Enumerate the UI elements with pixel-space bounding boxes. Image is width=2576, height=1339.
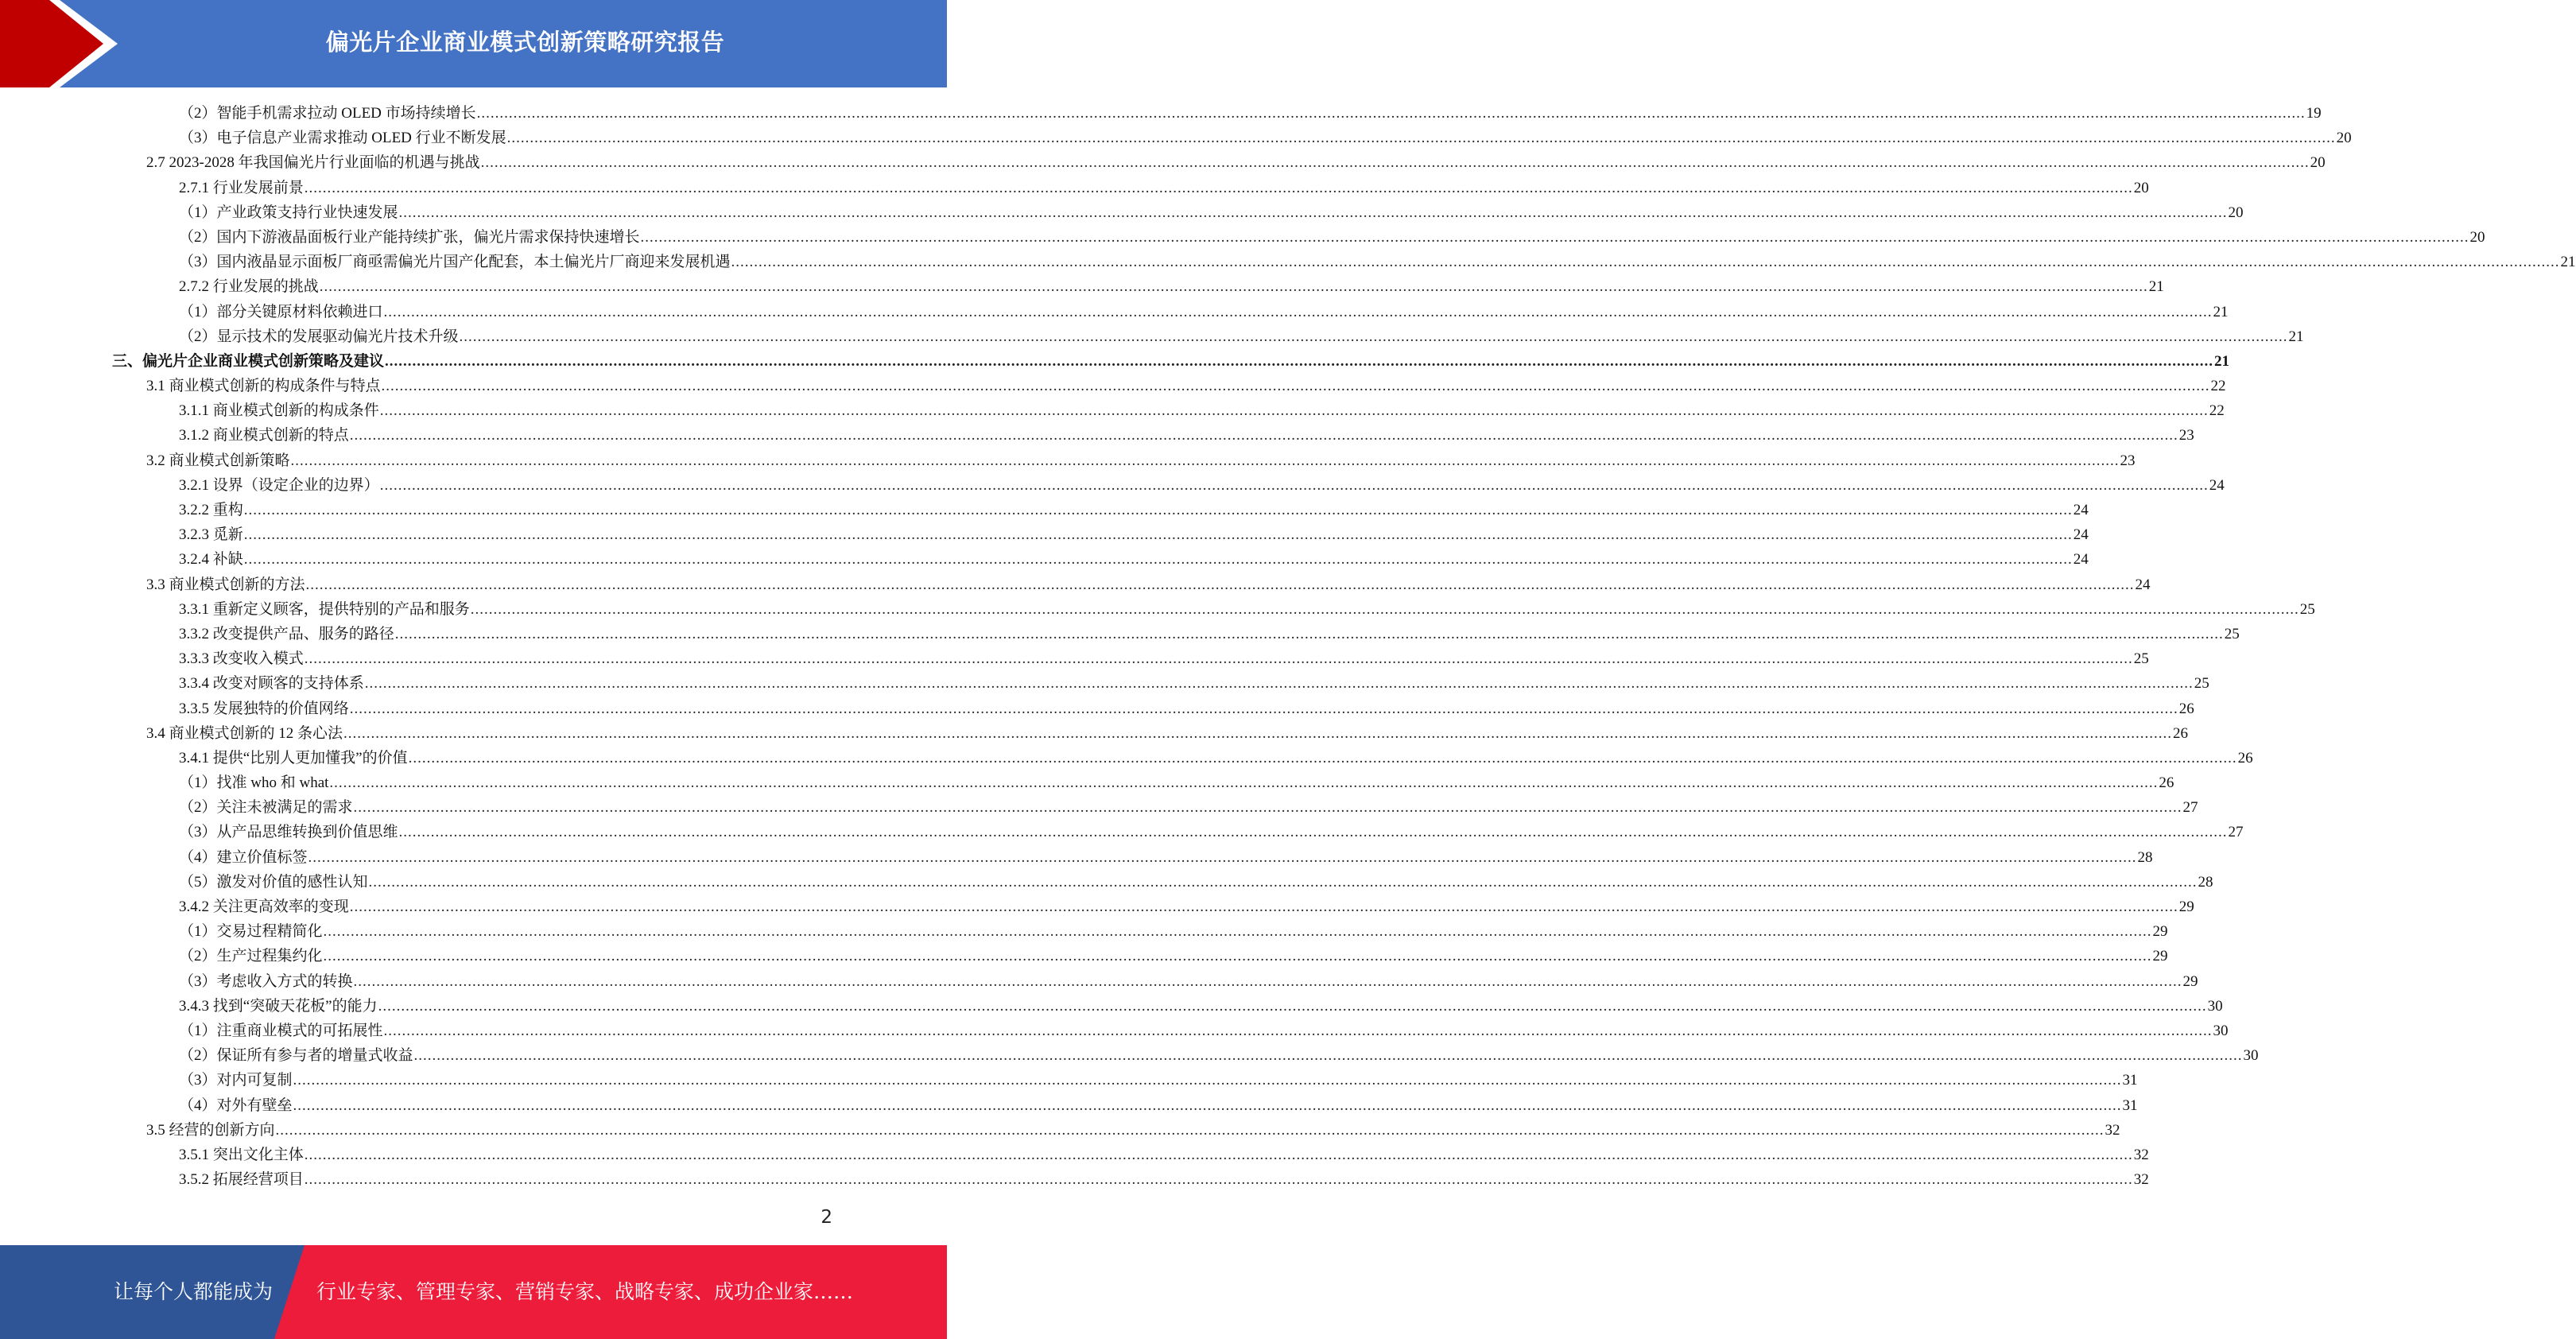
toc-entry[interactable] bbox=[0, 473, 2225, 498]
toc-entry-page: 30 bbox=[2207, 997, 2223, 1015]
toc-entry-page: 21 bbox=[2148, 278, 2164, 296]
toc-dot-leader: ................................................................................................................................................................................................................................................................................................................................................................................................................ bbox=[293, 1072, 2122, 1089]
toc-entry-label: 3.3 商业模式创新的方法 bbox=[146, 576, 305, 593]
toc-dot-leader: ................................................................................................................................................................................................................................................................................................................................................................................................................ bbox=[305, 576, 2135, 593]
toc-dot-leader: ................................................................................................................................................................................................................................................................................................................................................................................................................ bbox=[480, 154, 2310, 172]
toc-entry[interactable] bbox=[0, 1068, 2138, 1093]
toc-entry-page: 32 bbox=[2105, 1121, 2120, 1139]
toc-entry-label: 3.2 商业模式创新策略 bbox=[146, 452, 290, 469]
toc-dot-leader: ................................................................................................................................................................................................................................................................................................................................................................................................................ bbox=[398, 204, 2228, 221]
toc-entry[interactable] bbox=[0, 646, 2149, 671]
page-header bbox=[0, 0, 947, 87]
toc-entry[interactable] bbox=[0, 845, 2153, 870]
toc-entry-page: 30 bbox=[2213, 1022, 2229, 1039]
toc-entry[interactable] bbox=[0, 1143, 2149, 1167]
toc-dot-leader: ................................................................................................................................................................................................................................................................................................................................................................................................................ bbox=[304, 1146, 2133, 1163]
toc-entry-page: 28 bbox=[2198, 873, 2213, 891]
toc-entry-label: （3）考虑收入方式的转换 bbox=[179, 972, 353, 990]
toc-entry-page: 20 bbox=[2310, 154, 2326, 172]
toc-entry-page: 31 bbox=[2122, 1072, 2138, 1089]
toc-entry[interactable] bbox=[0, 150, 2326, 175]
toc-dot-leader: ................................................................................................................................................................................................................................................................................................................................................................................................................ bbox=[640, 228, 2469, 246]
toc-entry-page: 25 bbox=[2224, 625, 2240, 642]
table-of-contents bbox=[0, 101, 2576, 1192]
toc-entry[interactable] bbox=[0, 274, 2164, 299]
toc-entry[interactable] bbox=[0, 746, 2253, 770]
toc-entry-page: 24 bbox=[2073, 526, 2089, 544]
footer-slogan-right: 行业专家、管理专家、营销专家、战略专家、成功企业家…… bbox=[316, 1280, 854, 1303]
toc-entry-page: 26 bbox=[2159, 774, 2174, 792]
toc-dot-leader: ................................................................................................................................................................................................................................................................................................................................................................................................................ bbox=[381, 378, 2210, 395]
toc-entry-page: 23 bbox=[2120, 452, 2136, 469]
toc-entry[interactable] bbox=[0, 176, 2149, 200]
toc-entry[interactable] bbox=[0, 126, 2352, 150]
toc-entry[interactable] bbox=[0, 919, 2168, 944]
toc-dot-leader: ................................................................................................................................................................................................................................................................................................................................................................................................................ bbox=[304, 650, 2133, 668]
toc-dot-leader: ................................................................................................................................................................................................................................................................................................................................................................................................................ bbox=[413, 1047, 2243, 1065]
toc-entry[interactable] bbox=[0, 870, 2213, 895]
toc-dot-leader: ................................................................................................................................................................................................................................................................................................................................................................................................................ bbox=[364, 675, 2194, 693]
toc-entry-label: 3.3.5 发展独特的价值网络 bbox=[179, 700, 349, 717]
toc-dot-leader: ................................................................................................................................................................................................................................................................................................................................................................................................................ bbox=[293, 1096, 2122, 1114]
toc-entry[interactable] bbox=[0, 1167, 2149, 1192]
toc-entry-label: 3.2.4 补缺 bbox=[179, 551, 243, 569]
report-title: 偏光片企业商业模式创新策略研究报告 bbox=[325, 28, 725, 56]
toc-entry-label: 3.1.2 商业模式创新的特点 bbox=[179, 427, 349, 444]
toc-entry-label: （3）国内液晶显示面板厂商亟需偏光片国产化配套，本土偏光片厂商迎来发展机遇 bbox=[179, 254, 731, 271]
toc-entry-label: 3.3.1 重新定义顾客，提供特别的产品和服务 bbox=[179, 600, 470, 618]
toc-entry-page: 21 bbox=[2560, 254, 2576, 271]
toc-entry[interactable] bbox=[0, 225, 2485, 250]
toc-entry-page: 29 bbox=[2152, 923, 2168, 941]
toc-entry-page: 19 bbox=[2306, 105, 2322, 122]
toc-dot-leader: ................................................................................................................................................................................................................................................................................................................................................................................................................ bbox=[243, 526, 2073, 544]
toc-entry[interactable] bbox=[0, 324, 2304, 349]
toc-dot-leader: ................................................................................................................................................................................................................................................................................................................................................................................................................ bbox=[379, 402, 2209, 420]
toc-dot-leader: ................................................................................................................................................................................................................................................................................................................................................................................................................ bbox=[459, 328, 2288, 345]
toc-entry[interactable] bbox=[0, 697, 2194, 721]
toc-entry-label: （1）产业政策支持行业快速发展 bbox=[179, 204, 398, 221]
toc-dot-leader: ................................................................................................................................................................................................................................................................................................................................................................................................................ bbox=[353, 972, 2182, 990]
page-number: 2 bbox=[821, 1207, 832, 1228]
toc-entry-page: 21 bbox=[2288, 328, 2304, 345]
toc-entry[interactable] bbox=[0, 820, 2244, 844]
toc-dot-leader: ................................................................................................................................................................................................................................................................................................................................................................................................................ bbox=[506, 130, 2336, 147]
toc-entry[interactable] bbox=[0, 1043, 2259, 1068]
toc-dot-leader: ................................................................................................................................................................................................................................................................................................................................................................................................................ bbox=[329, 774, 2159, 792]
toc-dot-leader: ................................................................................................................................................................................................................................................................................................................................................................................................................ bbox=[349, 898, 2178, 915]
toc-dot-leader: ................................................................................................................................................................................................................................................................................................................................................................................................................ bbox=[349, 427, 2178, 444]
toc-entry-label: 三、偏光片企业商业模式创新策略及建议 bbox=[112, 352, 385, 370]
toc-dot-leader: ................................................................................................................................................................................................................................................................................................................................................................................................................ bbox=[243, 502, 2073, 518]
toc-entry-label: （3）从产品思维转换到价值思维 bbox=[179, 824, 398, 841]
toc-entry[interactable] bbox=[0, 200, 2244, 225]
toc-entry-label: 3.5 经营的创新方向 bbox=[146, 1121, 275, 1139]
toc-dot-leader: ................................................................................................................................................................................................................................................................................................................................................................................................................ bbox=[343, 724, 2173, 742]
toc-entry-page: 21 bbox=[2214, 352, 2230, 370]
toc-dot-leader: ................................................................................................................................................................................................................................................................................................................................................................................................................ bbox=[275, 1121, 2105, 1139]
toc-entry-label: （5）激发对价值的感性认知 bbox=[179, 873, 368, 891]
toc-dot-leader: ................................................................................................................................................................................................................................................................................................................................................................................................................ bbox=[319, 278, 2148, 296]
toc-entry-label: （2）生产过程集约化 bbox=[179, 948, 323, 965]
toc-entry-label: 3.2.2 重构 bbox=[179, 502, 243, 518]
page-footer bbox=[0, 1245, 947, 1339]
toc-entry[interactable] bbox=[0, 895, 2194, 919]
toc-entry-label: （3）对内可复制 bbox=[179, 1072, 293, 1089]
toc-dot-leader: ................................................................................................................................................................................................................................................................................................................................................................................................................ bbox=[243, 551, 2073, 569]
toc-dot-leader: ................................................................................................................................................................................................................................................................................................................................................................................................................ bbox=[385, 352, 2214, 370]
toc-dot-leader: ................................................................................................................................................................................................................................................................................................................................................................................................................ bbox=[731, 254, 2560, 271]
toc-entry[interactable] bbox=[0, 250, 2576, 274]
toc-entry[interactable] bbox=[0, 572, 2151, 597]
toc-entry[interactable] bbox=[0, 770, 2174, 795]
toc-entry[interactable] bbox=[0, 423, 2194, 448]
toc-entry[interactable] bbox=[0, 1118, 2120, 1143]
toc-dot-leader: ................................................................................................................................................................................................................................................................................................................................................................................................................ bbox=[476, 105, 2306, 122]
toc-dot-leader: ................................................................................................................................................................................................................................................................................................................................................................................................................ bbox=[470, 600, 2299, 618]
toc-entry-page: 20 bbox=[2469, 228, 2485, 246]
toc-entry-label: （2）关注未被满足的需求 bbox=[179, 799, 353, 817]
toc-entry[interactable] bbox=[0, 349, 2230, 374]
toc-entry-page: 28 bbox=[2137, 848, 2153, 866]
toc-dot-leader: ................................................................................................................................................................................................................................................................................................................................................................................................................ bbox=[394, 625, 2224, 642]
toc-entry[interactable] bbox=[0, 597, 2315, 622]
toc-entry-page: 25 bbox=[2299, 600, 2315, 618]
toc-entry-label: 3.4 商业模式创新的 12 条心法 bbox=[146, 724, 343, 742]
toc-entry-label: 3.1 商业模式创新的构成条件与特点 bbox=[146, 378, 381, 395]
toc-entry-page: 25 bbox=[2194, 675, 2209, 693]
toc-entry-page: 26 bbox=[2237, 749, 2253, 767]
toc-entry[interactable] bbox=[0, 1019, 2229, 1043]
toc-dot-leader: ................................................................................................................................................................................................................................................................................................................................................................................................................ bbox=[408, 749, 2237, 767]
toc-entry[interactable] bbox=[0, 969, 2198, 994]
toc-entry[interactable] bbox=[0, 944, 2168, 968]
toc-entry[interactable] bbox=[0, 547, 2089, 572]
toc-entry-page: 30 bbox=[2243, 1047, 2259, 1065]
toc-entry-page: 29 bbox=[2152, 948, 2168, 965]
toc-dot-leader: ................................................................................................................................................................................................................................................................................................................................................................................................................ bbox=[379, 476, 2209, 494]
toc-entry-label: （3）电子信息产业需求推动 OLED 行业不断发展 bbox=[179, 130, 506, 147]
toc-entry-label: （2）智能手机需求拉动 OLED 市场持续增长 bbox=[179, 105, 476, 122]
toc-dot-leader: ................................................................................................................................................................................................................................................................................................................................................................................................................ bbox=[353, 799, 2182, 817]
toc-dot-leader: ................................................................................................................................................................................................................................................................................................................................................................................................................ bbox=[308, 848, 2137, 866]
toc-entry[interactable] bbox=[0, 101, 2322, 126]
toc-entry-label: 3.4.3 找到“突破天花板”的能力 bbox=[179, 997, 378, 1015]
toc-dot-leader: ................................................................................................................................................................................................................................................................................................................................................................................................................ bbox=[290, 452, 2120, 469]
toc-entry-page: 26 bbox=[2173, 724, 2189, 742]
toc-entry[interactable] bbox=[0, 300, 2229, 324]
toc-entry-label: 3.4.2 关注更高效率的变现 bbox=[179, 898, 349, 915]
toc-entry[interactable] bbox=[0, 721, 2189, 746]
toc-entry-page: 31 bbox=[2122, 1096, 2138, 1114]
toc-entry-page: 26 bbox=[2178, 700, 2194, 717]
toc-entry-page: 22 bbox=[2210, 378, 2226, 395]
toc-entry[interactable] bbox=[0, 795, 2198, 820]
toc-entry-page: 32 bbox=[2133, 1171, 2149, 1189]
toc-dot-leader: ................................................................................................................................................................................................................................................................................................................................................................................................................ bbox=[398, 824, 2228, 841]
toc-dot-leader: ................................................................................................................................................................................................................................................................................................................................................................................................................ bbox=[349, 700, 2178, 717]
toc-entry-label: （4）对外有壁垒 bbox=[179, 1096, 293, 1114]
toc-entry-page: 21 bbox=[2213, 303, 2229, 320]
toc-dot-leader: ................................................................................................................................................................................................................................................................................................................................................................................................................ bbox=[304, 179, 2133, 196]
toc-entry[interactable] bbox=[0, 498, 2089, 522]
toc-entry-page: 20 bbox=[2133, 179, 2149, 196]
toc-entry-label: 3.3.2 改变提供产品、服务的路径 bbox=[179, 625, 394, 642]
toc-entry-label: （1）交易过程精简化 bbox=[179, 923, 323, 941]
toc-entry-label: 3.2.3 觅新 bbox=[179, 526, 243, 544]
toc-entry-page: 25 bbox=[2133, 650, 2149, 668]
toc-entry-label: 3.5.2 拓展经营项目 bbox=[179, 1171, 304, 1189]
toc-dot-leader: ................................................................................................................................................................................................................................................................................................................................................................................................................ bbox=[304, 1171, 2133, 1189]
footer-slogan-left: 让每个人都能成为 bbox=[114, 1280, 274, 1303]
toc-entry-page: 20 bbox=[2336, 130, 2352, 147]
toc-entry-label: 2.7.2 行业发展的挑战 bbox=[179, 278, 319, 296]
toc-entry[interactable] bbox=[0, 522, 2089, 547]
toc-entry-label: （2）显示技术的发展驱动偏光片技术升级 bbox=[179, 328, 459, 345]
toc-dot-leader: ................................................................................................................................................................................................................................................................................................................................................................................................................ bbox=[323, 948, 2152, 965]
toc-entry-label: 3.2.1 设界（设定企业的边界） bbox=[179, 476, 379, 494]
toc-entry-label: 3.5.1 突出文化主体 bbox=[179, 1146, 304, 1163]
toc-entry-label: （4）建立价值标签 bbox=[179, 848, 308, 866]
toc-entry-label: （2）保证所有参与者的增量式收益 bbox=[179, 1047, 413, 1065]
toc-entry-label: 3.3.4 改变对顾客的支持体系 bbox=[179, 675, 364, 693]
toc-entry-label: （1）找准 who 和 what bbox=[179, 774, 329, 792]
toc-dot-leader: ................................................................................................................................................................................................................................................................................................................................................................................................................ bbox=[383, 1022, 2213, 1039]
toc-entry-page: 29 bbox=[2178, 898, 2194, 915]
toc-entry[interactable] bbox=[0, 448, 2136, 473]
toc-entry-page: 23 bbox=[2178, 427, 2194, 444]
toc-entry[interactable] bbox=[0, 671, 2209, 696]
toc-entry[interactable] bbox=[0, 1093, 2138, 1118]
toc-entry-label: 2.7.1 行业发展前景 bbox=[179, 179, 304, 196]
toc-entry-label: （2）国内下游液晶面板行业产能持续扩张，偏光片需求保持快速增长 bbox=[179, 228, 640, 246]
toc-entry[interactable] bbox=[0, 622, 2240, 646]
toc-entry[interactable] bbox=[0, 398, 2225, 423]
toc-entry-label: 3.1.1 商业模式创新的构成条件 bbox=[179, 402, 379, 420]
toc-entry-page: 29 bbox=[2182, 972, 2198, 990]
toc-dot-leader: ................................................................................................................................................................................................................................................................................................................................................................................................................ bbox=[368, 873, 2198, 891]
toc-entry-label: （1）注重商业模式的可拓展性 bbox=[179, 1022, 383, 1039]
toc-entry-page: 32 bbox=[2133, 1146, 2149, 1163]
toc-entry-page: 24 bbox=[2073, 551, 2089, 569]
toc-entry-page: 27 bbox=[2182, 799, 2198, 817]
toc-entry-label: （1）部分关键原材料依赖进口 bbox=[179, 303, 383, 320]
toc-entry-page: 24 bbox=[2073, 502, 2089, 518]
toc-entry[interactable] bbox=[0, 994, 2223, 1019]
toc-dot-leader: ................................................................................................................................................................................................................................................................................................................................................................................................................ bbox=[383, 303, 2213, 320]
toc-entry-label: 3.3.3 改变收入模式 bbox=[179, 650, 304, 668]
toc-entry-page: 24 bbox=[2209, 476, 2225, 494]
toc-entry-label: 2.7 2023-2028 年我国偏光片行业面临的机遇与挑战 bbox=[146, 154, 480, 172]
toc-entry-page: 22 bbox=[2209, 402, 2225, 420]
toc-dot-leader: ................................................................................................................................................................................................................................................................................................................................................................................................................ bbox=[378, 997, 2207, 1015]
toc-entry-page: 24 bbox=[2135, 576, 2151, 593]
toc-entry-label: 3.4.1 提供“比别人更加懂我”的价值 bbox=[179, 749, 408, 767]
toc-entry-page: 20 bbox=[2228, 204, 2244, 221]
toc-entry[interactable] bbox=[0, 374, 2226, 398]
toc-entry-page: 27 bbox=[2228, 824, 2244, 841]
toc-dot-leader: ................................................................................................................................................................................................................................................................................................................................................................................................................ bbox=[323, 923, 2152, 941]
